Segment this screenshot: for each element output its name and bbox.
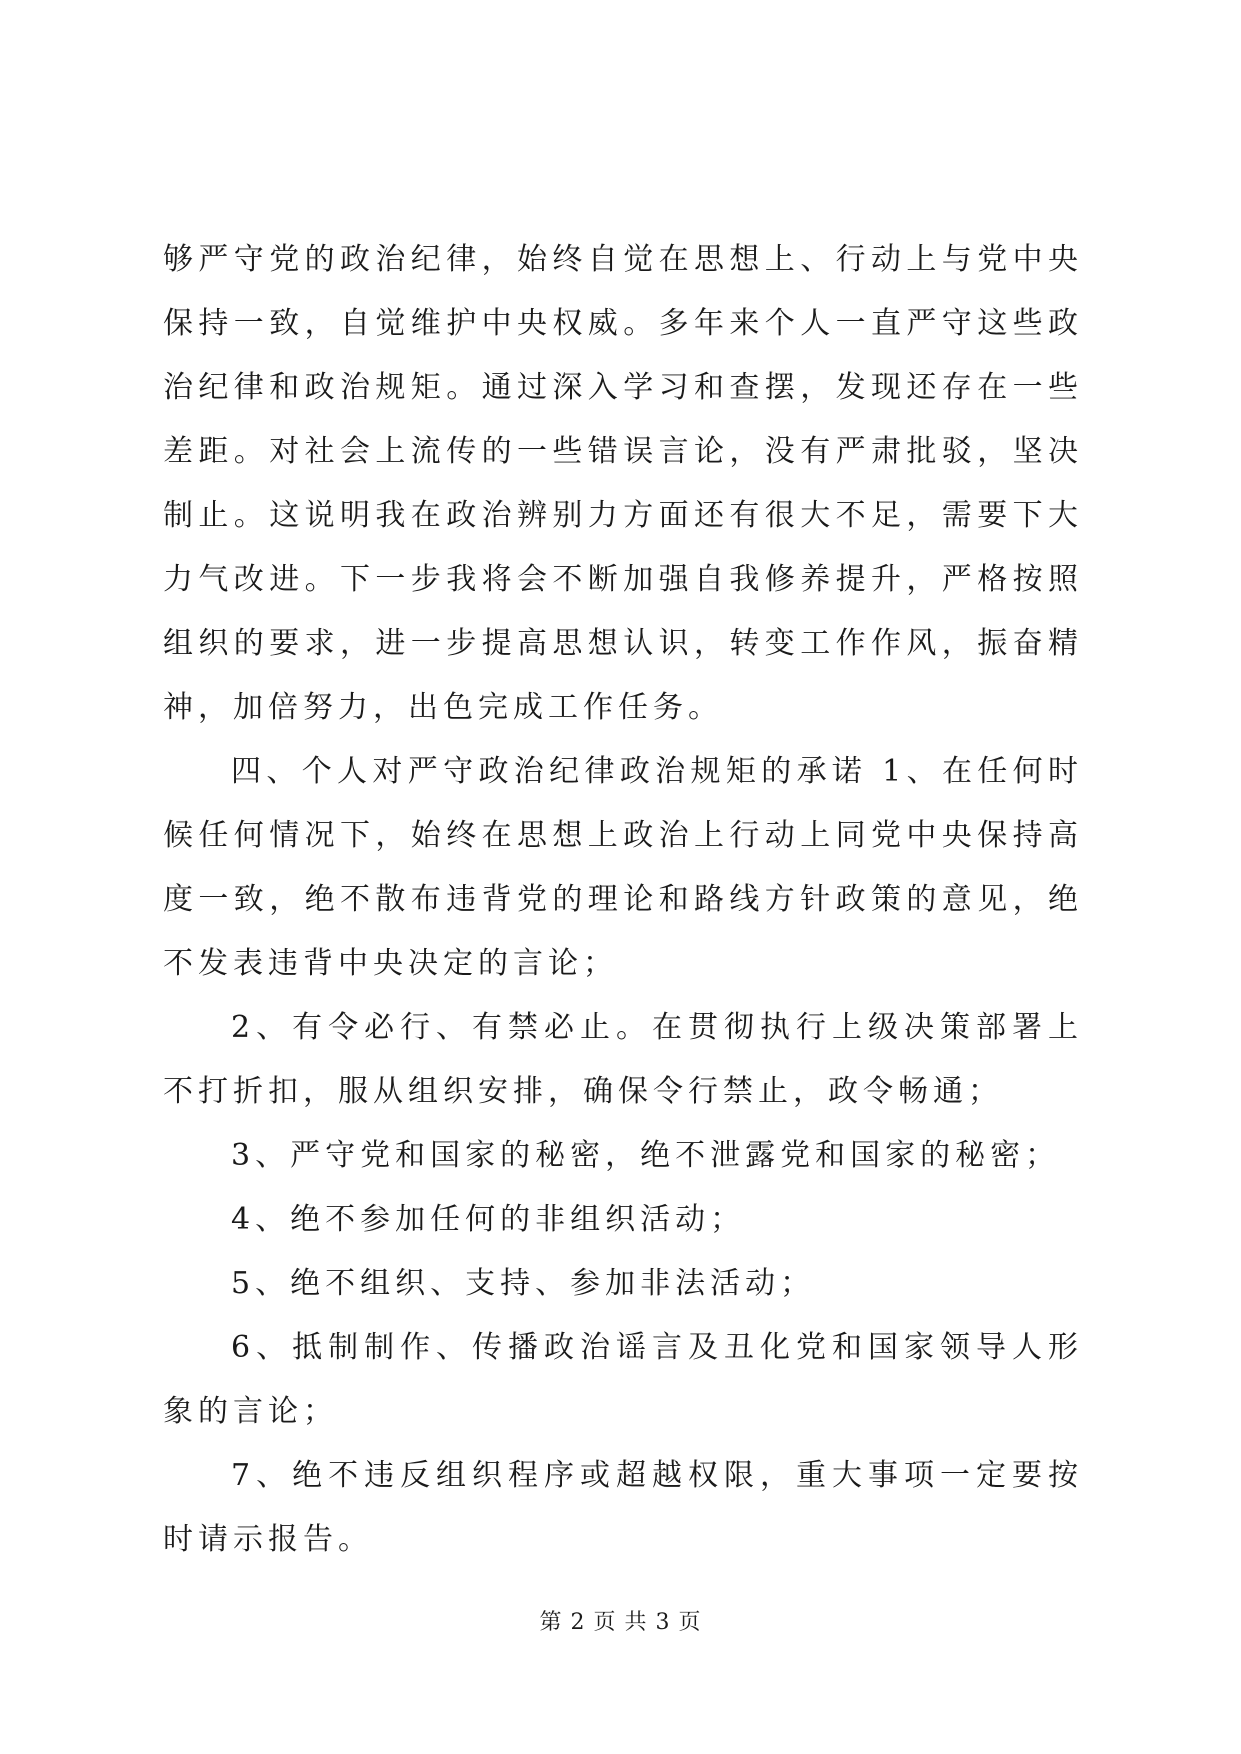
paragraph-continuation: 够严守党的政治纪律，始终自觉在思想上、行动上与党中央保持一致，自觉维护中央权威。多年来个人一直严守这些政治纪律和政治规矩。通过深入学习和查摆，发现还存在一些差距。对社会上流传的一些错误言论，没有严肃批驳，坚决制止。这说明我在政治辨别力方面还有很大不足，需要下大力气改进。下一步我将会不断加强自我修养提升，严格按照组织的要求，进一步提高思想认识，转变工作作风，振奋精神，加倍努力，出色完成工作任务。 bbox=[163, 242, 1083, 725]
paragraph-item-4: 4、绝不参加任何的非组织活动； bbox=[231, 1202, 746, 1237]
page-footer bbox=[0, 1608, 1241, 1638]
document-body bbox=[163, 228, 1083, 1572]
paragraph-item-6: 6、抵制制作、传播政治谣言及丑化党和国家领导人形象的言论； bbox=[163, 1330, 1083, 1429]
paragraph-item-5: 5、绝不组织、支持、参加非法活动； bbox=[231, 1266, 816, 1301]
paragraph-item-7: 7、绝不违反组织程序或超越权限，重大事项一定要按时请示报告。 bbox=[163, 1458, 1083, 1557]
paragraph-item-3: 3、严守党和国家的秘密，绝不泄露党和国家的秘密； bbox=[231, 1138, 1061, 1173]
page-number-label: 第 2 页 共 3 页 bbox=[539, 1610, 702, 1635]
paragraph-commitment-heading: 四、个人对严守政治纪律政治规矩的承诺 1、在任何时候任何情况下，始终在思想上政治上行动上同党中央保持高度一致，绝不散布违背党的理论和路线方针政策的意见，绝不发表违背中央决定的言论； bbox=[163, 754, 1083, 981]
paragraph-item-2: 2、有令必行、有禁必止。在贯彻执行上级决策部署上不打折扣，服从组织安排，确保令行禁止，政令畅通； bbox=[163, 1010, 1083, 1109]
